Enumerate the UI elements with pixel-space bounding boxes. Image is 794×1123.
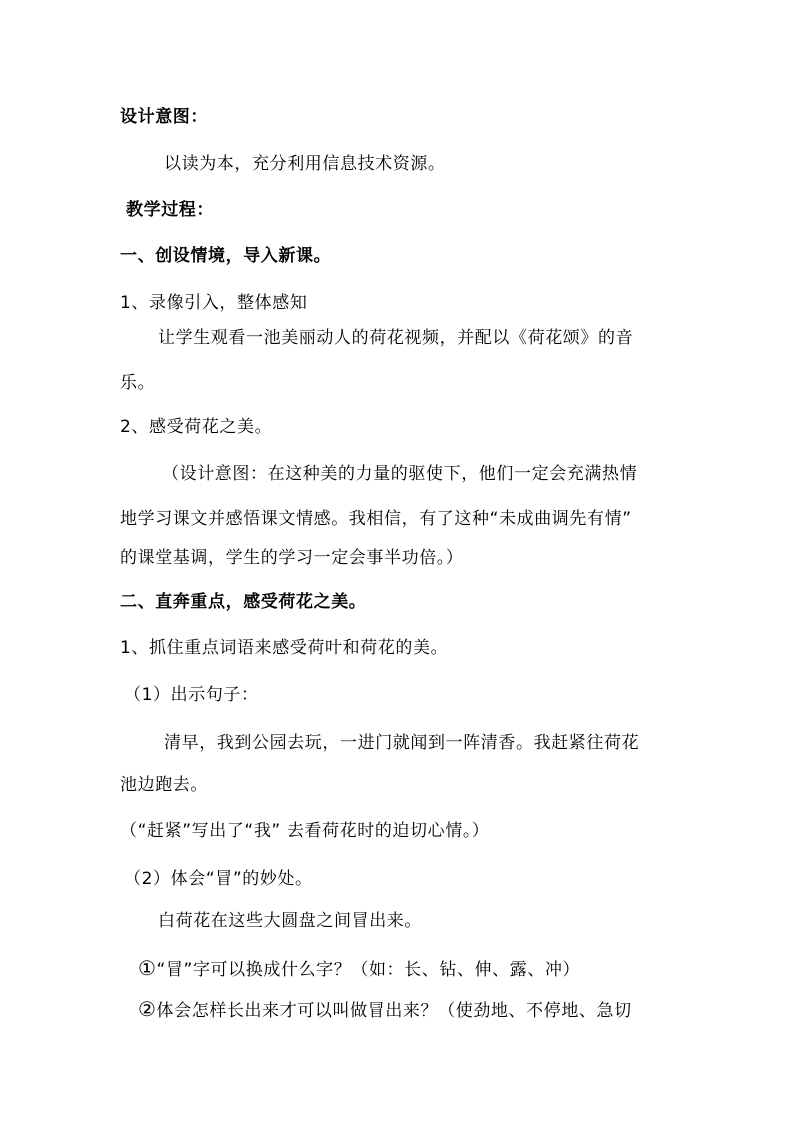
part1-item2-title: 2、感受荷花之美。	[120, 417, 273, 437]
question-2	[138, 998, 632, 1022]
part1-item2-note-line2: 地学习课文并感悟课文情感。我相信，有了这种“未成曲调先有情”	[120, 509, 632, 529]
design-intent-heading: 设计意图：	[120, 107, 208, 127]
part1-item1-title: 1、录像引入，整体感知	[120, 293, 308, 313]
part1-item2-note-line1: （设计意图：在这种美的力量的驱使下，他们一定会充满热情	[162, 464, 638, 484]
part1-heading: 一、创设情境，导入新课。	[120, 246, 332, 266]
part2-sub2-text: 白荷花在这些大圆盘之间冒出来。	[158, 911, 422, 931]
part1-item1-text-line1: 让学生观看一池美丽动人的荷花视频，并配以《荷花颂》的音	[158, 328, 634, 348]
teaching-process-heading: 教学过程：	[126, 200, 214, 220]
part2-sub1-text-line2: 池边跑去。	[120, 775, 208, 795]
part2-heading: 二、直奔重点，感受荷花之美。	[120, 592, 367, 612]
circled-number-1: ①	[138, 956, 157, 980]
part1-item2-note-line3: 的课堂基调，学生的学习一定会事半功倍。）	[120, 548, 464, 568]
part2-item1-title: 1、抓住重点词语来感受荷叶和荷花的美。	[120, 638, 449, 658]
part2-sub1-text-line1: 清早，我到公园去玩，一进门就闻到一阵清香。我赶紧往荷花	[164, 733, 640, 753]
part2-sub1-title: （1）出示句子：	[124, 685, 259, 705]
question-2-text: 体会怎样长出来才可以叫做冒出来？（使劲地、不停地、急切	[156, 1001, 632, 1021]
circled-number-2: ②	[138, 997, 157, 1021]
design-intent-text: 以读为本，充分利用信息技术资源。	[164, 154, 446, 174]
question-1-text: “冒”字可以换成什么字？（如：长、钻、伸、露、冲）	[156, 960, 581, 980]
question-1	[138, 957, 580, 981]
part2-sub2-title: （2）体会“冒”的妙处。	[124, 869, 313, 889]
part2-sub1-note: （“赶紧”写出了“我” 去看荷花时的迫切心情。）	[120, 821, 490, 841]
part1-item1-text-line2: 乐。	[120, 373, 156, 393]
